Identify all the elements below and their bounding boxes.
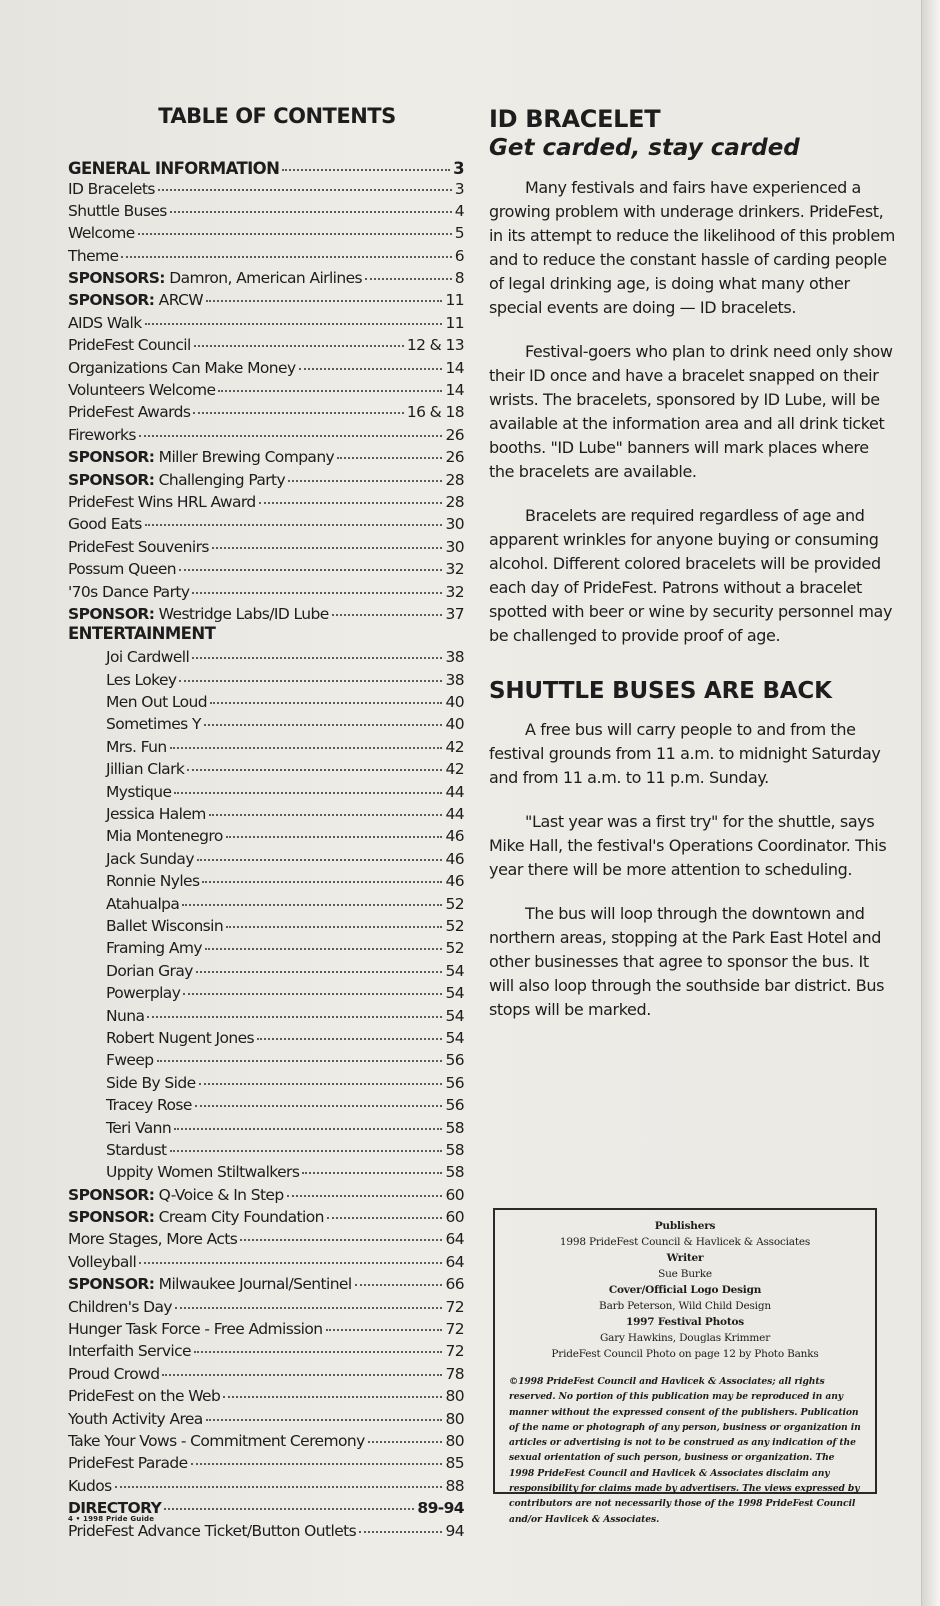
toc-entry-text: PrideFest Souvenirs: [68, 537, 209, 556]
dot-leader: [179, 664, 442, 682]
toc-entry-text: Shuttle Buses: [68, 201, 167, 220]
dot-leader: [194, 1336, 443, 1354]
toc-entry-label: [106, 783, 171, 801]
toc-page-number: 94: [445, 1521, 464, 1540]
article-paragraph: The bus will loop through the downtown and northern areas, stopping at the Park East Hotel and other businesses that agree to sponsor the bus. It will also loop through the southside bar district. Bus stops will be marked.: [489, 904, 885, 1019]
dot-leader: [299, 352, 443, 370]
toc-entry-label: [68, 583, 189, 601]
toc-page-number: 64: [445, 1230, 464, 1249]
article-paragraph: Festival-goers who plan to drink need only show their ID once and have a bracelet snapped on their wrists. The bracelets, sponsored by ID Lube, will be available at the information area and all drink ticket booths. "ID Lube" banners will mark places where the bracelets are available.: [489, 342, 893, 481]
toc-page-number: 26: [445, 448, 464, 467]
toc-page-number: 52: [445, 894, 464, 913]
toc-entry-text: Sometimes Y: [106, 715, 201, 734]
toc-entry-text: PrideFest Advance Ticket/Button Outlets: [68, 1521, 357, 1540]
dot-leader: [174, 776, 442, 794]
toc-title: TABLE OF CONTENTS: [158, 104, 396, 128]
toc-entry-text: Framing Amy: [106, 939, 202, 958]
toc-page-number: 78: [445, 1364, 464, 1383]
toc-entry-label: [68, 1186, 284, 1204]
toc-page-number: 56: [445, 1096, 464, 1115]
toc-entry-text: ID Bracelets: [68, 179, 155, 198]
toc-entry-text: '70s Dance Party: [68, 582, 190, 601]
toc-entry-text: Good Eats: [68, 515, 142, 534]
toc-entry-text: Proud Crowd: [68, 1364, 160, 1383]
toc-page-number: 44: [445, 782, 464, 801]
toc-entry-text: AIDS Walk: [68, 313, 142, 332]
toc-entry-prefix: ENTERTAINMENT: [68, 623, 216, 643]
toc-entry-label: [68, 336, 191, 354]
toc-entry-label: [68, 624, 215, 643]
toc-page-number: 40: [445, 693, 464, 712]
toc-entry-text: ARCW: [154, 291, 204, 310]
toc-entry-label: [106, 850, 194, 868]
toc-entry-text: Mystique: [106, 782, 172, 801]
toc-entry-text: Robert Nugent Jones: [106, 1028, 255, 1047]
toc-entry-prefix: SPONSOR:: [68, 470, 155, 489]
dot-leader: [147, 1000, 442, 1018]
toc-page-number: 28: [445, 492, 464, 511]
dot-leader: [170, 731, 443, 749]
article-paragraph: A free bus will carry people to and from the festival grounds from 11 a.m. to midnight Saturday and from 11 a.m. to 11 p.m. Sunday.: [489, 720, 881, 787]
dot-leader: [327, 1202, 443, 1220]
toc-entry-text: Jack Sunday: [106, 849, 194, 868]
dot-leader: [287, 1179, 443, 1197]
toc-page-number: 37: [445, 604, 464, 623]
dot-leader: [202, 866, 442, 884]
credit-line: 1998 PrideFest Council & Havlicek & Associates: [559, 1236, 811, 1248]
toc-page-number: 58: [445, 1140, 464, 1159]
credit-line: Writer: [666, 1252, 704, 1264]
toc-entry-text: PrideFest Council: [68, 336, 191, 355]
toc-page-number: 54: [445, 1028, 464, 1047]
id-bracelet-heading: ID BRACELET: [489, 105, 661, 133]
toc-page-number: 52: [445, 939, 464, 958]
dot-leader: [205, 933, 443, 951]
toc-page-number: 6: [454, 246, 464, 265]
credit-line: 1997 Festival Photos: [625, 1316, 745, 1328]
dot-leader: [240, 1224, 442, 1242]
credit-line: Gary Hawkins, Douglas Krimmer: [599, 1332, 771, 1344]
dot-leader: [368, 1425, 443, 1443]
toc-page-number: 38: [445, 670, 464, 689]
toc-entry-label: [68, 605, 329, 623]
toc-entry-text: Powerplay: [106, 984, 181, 1003]
dot-leader: [209, 799, 443, 817]
credit-line: Sue Burke: [658, 1268, 712, 1280]
toc-entry-text: Joi Cardwell: [106, 648, 190, 667]
toc-entry-label: [106, 1007, 144, 1025]
dot-leader: [226, 821, 443, 839]
dot-leader: [192, 576, 442, 594]
dot-leader: [121, 240, 451, 258]
dot-leader: [139, 419, 443, 437]
toc-entry-text: Mia Montenegro: [106, 827, 223, 846]
toc-page-number: 58: [445, 1163, 464, 1182]
toc-entry-text: Men Out Loud: [106, 693, 207, 712]
dot-leader: [302, 1157, 442, 1175]
toc-page-number: 42: [445, 760, 464, 779]
article-paragraph: "Last year was a first try" for the shuttle, says Mike Hall, the festival's Operations Coordinator. This year there will be more attention to scheduling.: [489, 812, 887, 879]
toc-entry-text: PrideFest on the Web: [68, 1387, 221, 1406]
dot-leader: [164, 1493, 414, 1511]
toc-entry-label: [68, 1387, 220, 1405]
dot-leader: [192, 642, 442, 660]
toc-entry-prefix: SPONSOR:: [68, 1208, 155, 1227]
toc-page-number: 54: [445, 1006, 464, 1025]
dot-leader: [210, 687, 442, 705]
toc-page-number: 60: [445, 1185, 464, 1204]
dot-leader: [157, 1045, 443, 1063]
toc-entry-text: Interfaith Service: [68, 1342, 191, 1361]
dot-leader: [170, 195, 452, 213]
toc-entry-label: [68, 1365, 159, 1383]
dot-leader: [204, 709, 443, 727]
toc-entry-label: [106, 1051, 154, 1069]
toc-page-number: 66: [445, 1275, 464, 1294]
dot-leader: [145, 307, 443, 325]
toc-entry-text: Damron, American Airlines: [164, 269, 362, 288]
toc-entry: [68, 601, 464, 623]
toc-entry-text: Miller Brewing Company: [154, 448, 335, 467]
toc-entry-text: Youth Activity Area: [68, 1409, 203, 1428]
toc-entry-text: Jillian Clark: [106, 760, 185, 779]
toc-page-number: 80: [445, 1409, 464, 1428]
publishers-credit-box: [493, 1208, 877, 1525]
dot-leader: [365, 263, 452, 281]
dot-leader: [174, 1112, 442, 1130]
toc-page-number: 46: [445, 872, 464, 891]
dot-leader: [359, 1515, 442, 1533]
toc-entry-text: Fireworks: [68, 425, 136, 444]
toc-entry-label: [106, 962, 193, 980]
toc-page-number: 11: [445, 313, 464, 332]
toc-entry-label: [106, 693, 207, 711]
toc-page-number: 54: [445, 984, 464, 1003]
dot-leader: [288, 464, 442, 482]
toc-page-number: 32: [445, 560, 464, 579]
dot-leader: [182, 888, 442, 906]
toc-entry-prefix: SPONSOR:: [68, 604, 155, 623]
toc-entry-label: [68, 1253, 136, 1271]
toc-entry-label: [106, 1163, 299, 1181]
toc-entry-text: Theme: [68, 246, 119, 265]
toc-entry-text: Volleyball: [68, 1252, 137, 1271]
toc-page-number: 72: [445, 1320, 464, 1339]
toc-entry-text: Organizations Can Make Money: [68, 358, 296, 377]
toc-page-number: 60: [445, 1208, 464, 1227]
toc-entry-prefix: SPONSOR:: [68, 1185, 155, 1204]
toc-entry-text: PrideFest Wins HRL Award: [68, 492, 256, 511]
dot-leader: [175, 1291, 443, 1309]
dot-leader: [259, 486, 443, 504]
toc-page-number: 30: [445, 537, 464, 556]
credit-line: Cover/Official Logo Design: [608, 1284, 762, 1296]
dot-leader: [139, 1246, 442, 1264]
dot-leader: [191, 1448, 443, 1466]
dot-leader: [162, 1358, 442, 1376]
toc-entry-label: [68, 1298, 172, 1316]
toc-page-number: 11: [445, 291, 464, 310]
toc-page-number: 14: [445, 381, 464, 400]
toc-page-number: 8: [454, 269, 464, 288]
toc-page-number: 64: [445, 1252, 464, 1271]
toc-page-number: 38: [445, 648, 464, 667]
toc-entry-label: [106, 1141, 167, 1159]
toc-entry-text: PrideFest Awards: [68, 403, 191, 422]
toc-list: [68, 155, 464, 1540]
toc-entry-text: Hunger Task Force - Free Admission: [68, 1320, 323, 1339]
toc-entry-prefix: GENERAL INFORMATION: [68, 158, 280, 178]
toc-page-number: 56: [445, 1051, 464, 1070]
toc-page-number: 80: [445, 1387, 464, 1406]
copyright-notice: ©1998 PrideFest Council and Havlicek & Associates; all rights reserved. No portion of this publication may be reproduced in any manner without the expressed consent of the publishers. Publication of the name or photograph of any person, business or organization in articles or advertising is not to be construed as any indication of the sexual orientation of such person, business or organization. The 1998 PrideFest Council and Havlicek & Associates disclaim any responsibility for claims made by advertisers. The views expressed by contributors are not necessarily those of the 1998 PrideFest Council and/or Havlicek & Associates.: [509, 1376, 861, 1525]
toc-page-number: 42: [445, 737, 464, 756]
dot-leader: [195, 1090, 443, 1108]
toc-entry-text: Westridge Labs/ID Lube: [154, 604, 329, 623]
toc-entry-text: Welcome: [68, 224, 135, 243]
article-column: [489, 104, 895, 1042]
toc-entry-label: [68, 180, 155, 198]
toc-page-number: 72: [445, 1342, 464, 1361]
toc-entry-text: More Stages, More Acts: [68, 1230, 238, 1249]
toc-entry-label: [68, 1410, 203, 1428]
dot-leader: [332, 598, 443, 616]
dot-leader: [282, 152, 450, 171]
toc-entry-text: Ballet Wisconsin: [106, 917, 224, 935]
toc-page-number: 4: [454, 201, 464, 220]
toc-page-number: 5: [454, 224, 464, 243]
toc-entry-text: PrideFest Parade: [68, 1454, 188, 1473]
toc-page-number: 54: [445, 961, 464, 980]
toc-page-number: 80: [445, 1431, 464, 1450]
toc-entry-text: Children's Day: [68, 1297, 172, 1316]
toc-entry-label: [106, 738, 167, 756]
toc-entry-text: Atahualpa: [106, 894, 180, 913]
toc-entry-label: [106, 939, 202, 957]
id-bracelet-subheading: Get carded, stay carded: [489, 135, 800, 161]
toc-page-number: 12 & 13: [406, 336, 464, 355]
dot-leader: [187, 754, 442, 772]
dot-leader: [183, 978, 442, 996]
toc-page-number: 28: [445, 470, 464, 489]
toc-page-number: 72: [445, 1297, 464, 1316]
toc-entry-label: [68, 314, 142, 332]
dot-leader: [138, 218, 452, 236]
dot-leader: [337, 442, 442, 460]
dot-leader: [226, 911, 442, 929]
toc-page-number: 44: [445, 805, 464, 824]
toc-page-number: 26: [445, 425, 464, 444]
toc-entry-text: Challenging Party: [154, 470, 286, 489]
dot-leader: [145, 509, 443, 527]
toc-entry-text: Kudos: [68, 1476, 112, 1495]
dot-leader: [212, 531, 443, 549]
toc-page-number: 3: [454, 179, 464, 198]
dot-leader: [218, 375, 442, 393]
toc-page-number: 89-94: [417, 1499, 464, 1518]
toc-entry-text: Side By Side: [106, 1073, 196, 1092]
table-of-contents: [68, 104, 464, 1540]
toc-entry-text: Dorian Gray: [106, 961, 193, 980]
toc-page-number: 52: [445, 917, 464, 935]
toc-entry-label: [106, 1119, 171, 1137]
toc-page-number: 40: [445, 715, 464, 734]
toc-entry-text: Uppity Women Stiltwalkers: [106, 1163, 300, 1182]
toc-entry-label: [106, 1074, 196, 1092]
toc-entry-label: [68, 471, 285, 489]
toc-entry-text: Nuna: [106, 1006, 145, 1025]
toc-entry-label: [68, 1477, 112, 1495]
dot-leader: [194, 330, 404, 348]
toc-entry-text: Q-Voice & In Step: [154, 1185, 284, 1204]
dot-leader: [199, 1067, 443, 1085]
toc-page-number: 14: [445, 358, 464, 377]
credit-line: PrideFest Council Photo on page 12 by Photo Banks: [551, 1348, 819, 1360]
toc-entry-label: [106, 760, 184, 778]
shuttle-buses-heading: SHUTTLE BUSES ARE BACK: [489, 678, 832, 704]
toc-entry-prefix: SPONSOR:: [68, 1275, 155, 1294]
toc-page-number: 46: [445, 849, 464, 868]
toc-entry-prefix: SPONSORS:: [68, 269, 165, 288]
dot-leader: [179, 554, 442, 572]
toc-entry-text: Take Your Vows - Commitment Ceremony: [68, 1431, 365, 1450]
credit-lines: [509, 1218, 861, 1362]
toc-entry-prefix: SPONSOR:: [68, 448, 155, 467]
toc-entry-text: Tracey Rose: [106, 1096, 192, 1115]
toc-page-number: 32: [445, 582, 464, 601]
toc-page-number: 85: [445, 1454, 464, 1473]
toc-page-number: 46: [445, 827, 464, 846]
page-footer: 4 • 1998 Pride Guide: [68, 1515, 155, 1523]
article-paragraph: Many festivals and fairs have experienced a growing problem with underage drinkers. PrideFest, in its attempt to reduce the likelihood of this problem and to reduce the constant hassle of carding people of legal drinking age, is doing what many other special events are doing — ID bracelets.: [489, 178, 895, 317]
toc-entry-label: [106, 895, 179, 913]
toc-page-number: 30: [445, 515, 464, 534]
credit-line: Publishers: [654, 1220, 716, 1232]
dot-leader: [196, 955, 443, 973]
dot-leader: [197, 843, 443, 861]
article-paragraph: Bracelets are required regardless of age and apparent wrinkles for anyone buying or consuming alcohol. Different colored bracelets will be provided each day of PrideFest. Patrons without a bracelet spotted with beer or wine by security personnel may be challenged to provide proof of age.: [489, 506, 893, 645]
toc-entry-text: Les Lokey: [106, 670, 177, 689]
toc-entry-label: [106, 648, 189, 666]
dot-leader: [257, 1022, 442, 1040]
dot-leader: [115, 1470, 443, 1488]
page-edge: [921, 0, 940, 1606]
dot-leader: [206, 1403, 443, 1421]
toc-entry-label: [68, 247, 118, 265]
toc-entry-text: Volunteers Welcome: [68, 381, 216, 400]
toc-page-number: 58: [445, 1118, 464, 1137]
dot-leader: [223, 1381, 442, 1399]
toc-entry-label: [68, 560, 176, 578]
toc-entry-text: Possum Queen: [68, 560, 176, 579]
toc-entry-prefix: DIRECTORY: [68, 1499, 162, 1518]
toc-entry-prefix: SPONSOR:: [68, 291, 155, 310]
toc-entry-label: [68, 515, 142, 533]
toc-page-number: 56: [445, 1073, 464, 1092]
toc-entry-label: [68, 426, 136, 444]
toc-entry-text: Mrs. Fun: [106, 737, 167, 756]
dot-leader: [170, 1134, 443, 1152]
toc-entry-text: Ronnie Nyles: [106, 872, 200, 891]
toc-entry-text: Stardust: [106, 1140, 167, 1159]
dot-leader: [158, 173, 452, 191]
toc-entry-text: Teri Vann: [106, 1118, 172, 1137]
toc-page-number: 88: [445, 1476, 464, 1495]
toc-page-number: 16 & 18: [406, 403, 464, 422]
dot-leader: [355, 1269, 443, 1287]
toc-entry-text: Milwaukee Journal/Sentinel: [154, 1275, 352, 1294]
toc-entry-text: Jessica Halem: [106, 805, 206, 824]
dot-leader: [193, 397, 403, 415]
dot-leader: [206, 285, 442, 303]
toc-entry-text: Cream City Foundation: [154, 1208, 324, 1227]
credit-line: Barb Peterson, Wild Child Design: [599, 1300, 771, 1312]
toc-page-number: 3: [453, 158, 464, 178]
toc-entry-label: [106, 671, 176, 689]
toc-entry-text: Fweep: [106, 1051, 154, 1070]
toc-entry-label: [68, 1522, 356, 1540]
toc-entry-label: [106, 805, 206, 823]
dot-leader: [326, 1314, 443, 1332]
